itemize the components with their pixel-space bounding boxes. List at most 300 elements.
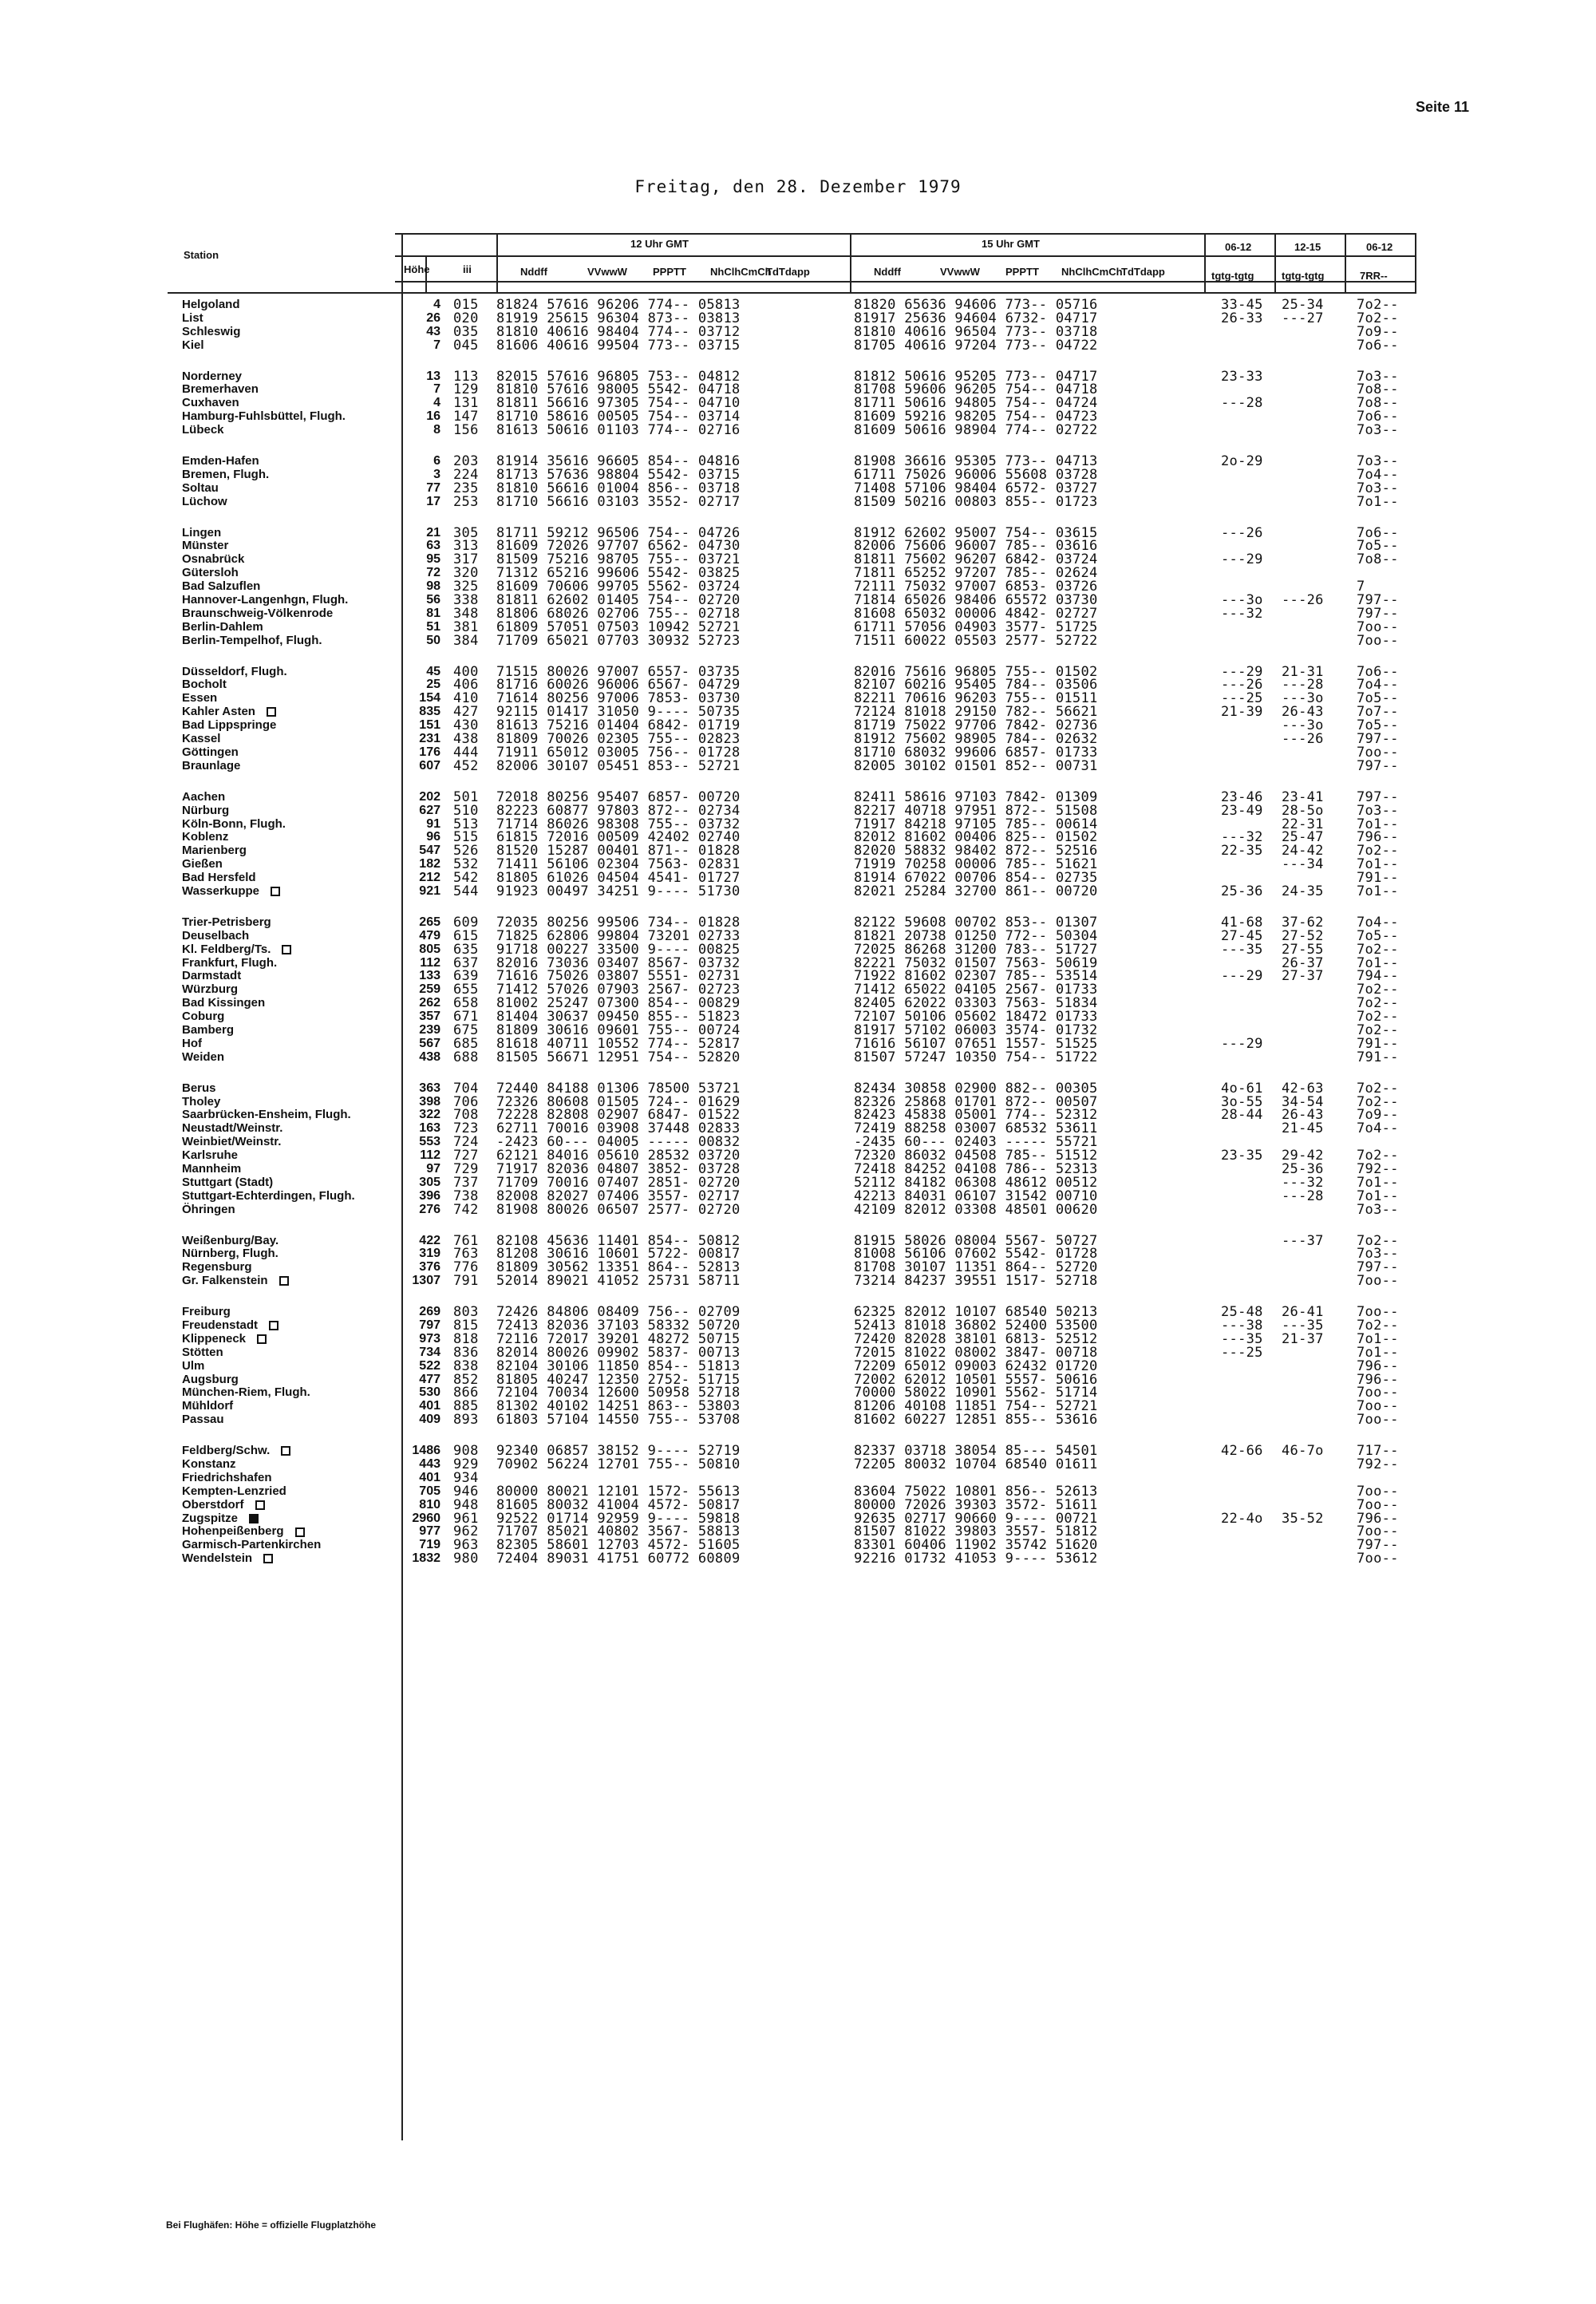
temp-12-15: ---34 (1282, 856, 1324, 873)
table-row (168, 1176, 1420, 1190)
obs-15-gmt: 71814 65026 98406 65572 03730 (854, 592, 1098, 609)
table-row (168, 424, 1420, 437)
obs-12-gmt: 81809 30616 09601 755-- 00724 (496, 1022, 741, 1038)
station-height: 8 (433, 423, 440, 437)
station-height: 705 (419, 1484, 440, 1498)
station-height: 96 (426, 830, 440, 844)
station-number: 929 (453, 1456, 479, 1473)
station-height: 797 (419, 1318, 440, 1332)
station-number: 381 (453, 618, 479, 635)
precip-06-12: 7o3-- (1357, 802, 1399, 819)
obs-15-gmt: 82005 30102 01501 852-- 00731 (854, 757, 1098, 774)
obs-15-gmt: 82020 58832 98402 872-- 52516 (854, 843, 1098, 860)
station-height: 553 (419, 1135, 440, 1149)
station-number: 513 (453, 816, 479, 832)
table-row (168, 1203, 1420, 1217)
station-name: Lüchow (182, 494, 227, 508)
header-c2: 12-15 (1294, 241, 1321, 253)
obs-12-gmt: 91718 00227 33500 9---- 00825 (496, 941, 741, 958)
precip-06-12: 7o2-- (1357, 843, 1399, 860)
precip-06-12: 7o1-- (1357, 1344, 1399, 1361)
temp-12-15: 25-36 (1282, 1160, 1324, 1177)
obs-12-gmt: 61809 57051 07503 10942 52721 (496, 618, 741, 635)
station-height: 7 (433, 338, 440, 352)
precip-06-12: 7o2-- (1357, 1232, 1399, 1249)
obs-15-gmt: 82217 40718 97951 872-- 51508 (854, 802, 1098, 819)
station-number: 675 (453, 1022, 479, 1038)
obs-15-gmt: 81810 40616 96504 773-- 03718 (854, 323, 1098, 340)
precip-06-12: 7oo-- (1357, 1385, 1399, 1401)
obs-15-gmt: 82411 58616 97103 7842- 01309 (854, 788, 1098, 805)
obs-15-gmt: 82107 60216 95405 784-- 03506 (854, 677, 1098, 694)
station-name: Aachen (182, 789, 226, 804)
station-name: Berus (182, 1081, 216, 1095)
obs-15-gmt: 82221 75032 01507 7563- 50619 (854, 954, 1098, 971)
precip-06-12: 7o5-- (1357, 538, 1399, 555)
station-height: 50 (426, 633, 440, 647)
obs-15-gmt: 72124 81018 29150 782-- 56621 (854, 704, 1098, 721)
obs-15-gmt: 82012 81602 00406 825-- 01502 (854, 829, 1098, 846)
station-height: 973 (419, 1331, 440, 1346)
station-height: 13 (426, 369, 440, 383)
obs-12-gmt: 71709 65021 07703 30932 52723 (496, 632, 741, 649)
station-name: Emden-Hafen (182, 454, 259, 468)
obs-12-gmt: 71825 62806 99804 73201 02733 (496, 927, 741, 944)
station-name: Nürnberg, Flugh. (182, 1247, 279, 1261)
precip-06-12: 7o4-- (1357, 1120, 1399, 1137)
obs-12-gmt: 81824 57616 96206 774-- 05813 (496, 297, 741, 313)
obs-15-gmt: 71511 60022 05503 2577- 52722 (854, 632, 1098, 649)
precip-06-12: 717-- (1357, 1443, 1399, 1460)
station-name: Stuttgart-Echterdingen, Flugh. (182, 1188, 355, 1203)
station-height: 176 (419, 745, 440, 759)
station-name: Bad Lippspringe (182, 718, 277, 733)
station-name: Öhringen (182, 1202, 235, 1216)
table-row (168, 397, 1420, 410)
station-number: 761 (453, 1232, 479, 1249)
temp-06-12: 4o-61 (1221, 1080, 1263, 1097)
station-name: Norderney (182, 369, 243, 383)
station-name: Braunschweig-Völkenrode (182, 606, 334, 620)
table-row (168, 370, 1420, 384)
station-number: 908 (453, 1443, 479, 1460)
obs-12-gmt: 92522 01714 92959 9---- 59818 (496, 1510, 741, 1527)
station-name: Ulm (182, 1358, 205, 1373)
station-number: 156 (453, 422, 479, 439)
station-height: 63 (426, 539, 440, 553)
precip-06-12: 796-- (1357, 1358, 1399, 1374)
station-height: 319 (419, 1247, 440, 1261)
obs-15-gmt: 81821 20738 01250 772-- 50304 (854, 927, 1098, 944)
temp-06-12: 41-68 (1221, 914, 1263, 931)
obs-12-gmt: 81806 68026 02706 755-- 02718 (496, 605, 741, 622)
station-number: 510 (453, 802, 479, 819)
header-12-col2: VVwwW (587, 266, 627, 278)
obs-15-gmt: 82337 03718 38054 85--- 54501 (854, 1443, 1098, 1460)
header-12-col3: PPPTT (653, 266, 686, 278)
date-title: Freitag, den 28. Dezember 1979 (634, 177, 962, 196)
station-number: 776 (453, 1259, 479, 1276)
obs-12-gmt: 81811 56616 97305 754-- 04710 (496, 395, 741, 412)
station-height: 1832 (412, 1551, 440, 1566)
station-name: Gütersloh (182, 566, 239, 580)
precip-06-12: 7o1-- (1357, 493, 1399, 510)
precip-06-12: 7o3-- (1357, 422, 1399, 439)
table-row (168, 705, 1420, 719)
station-name: Bremen, Flugh. (182, 467, 270, 481)
station-height: 1307 (412, 1274, 440, 1288)
station-name: Kahler Asten (182, 705, 276, 719)
obs-15-gmt: 71408 57106 98404 6572- 03727 (854, 480, 1098, 496)
obs-12-gmt: 71411 56106 02304 7563- 02831 (496, 856, 741, 873)
obs-15-gmt: 72111 75032 97007 6853- 03726 (854, 579, 1098, 595)
col-divider-end (1415, 233, 1416, 292)
precip-06-12: 7o1-- (1357, 816, 1399, 832)
station-name: Bocholt (182, 678, 227, 692)
station-number: 129 (453, 381, 479, 398)
precip-06-12: 791-- (1357, 1049, 1399, 1065)
station-name: Darmstadt (182, 969, 242, 983)
table-row (168, 1037, 1420, 1051)
obs-15-gmt: 81811 75602 96207 6842- 03724 (854, 551, 1098, 568)
obs-15-gmt: 52413 81018 36802 52400 53500 (854, 1318, 1098, 1334)
table-row (168, 1444, 1420, 1458)
station-number: 542 (453, 870, 479, 887)
table-row (168, 1373, 1420, 1387)
precip-06-12: 797-- (1357, 788, 1399, 805)
obs-12-gmt: 71412 57026 07903 2567- 02723 (496, 982, 741, 998)
precip-06-12: 7o2-- (1357, 1080, 1399, 1097)
station-number: 515 (453, 829, 479, 846)
obs-15-gmt: 82122 59608 00702 853-- 01307 (854, 914, 1098, 931)
precip-06-12: 792-- (1357, 1456, 1399, 1473)
station-number: 742 (453, 1201, 479, 1218)
precip-06-12: 7o5-- (1357, 690, 1399, 707)
station-number: 738 (453, 1188, 479, 1204)
temp-12-15: ---3o (1282, 717, 1324, 734)
station-name: Hof (182, 1036, 202, 1050)
station-number: 685 (453, 1035, 479, 1052)
temp-06-12: 28-44 (1221, 1107, 1263, 1124)
precip-06-12: 7o5-- (1357, 927, 1399, 944)
header-15-col2: VVwwW (940, 266, 980, 278)
temp-12-15: 21-31 (1282, 663, 1324, 680)
precip-06-12: 7oo-- (1357, 1551, 1399, 1567)
temp-12-15: 28-5o (1282, 802, 1324, 819)
table-row (168, 1247, 1420, 1261)
obs-12-gmt: 72228 82808 02907 6847- 01522 (496, 1107, 741, 1124)
station-group (168, 1232, 1420, 1290)
temp-12-15: 26-43 (1282, 1107, 1324, 1124)
station-height: 567 (419, 1036, 440, 1050)
temp-12-15: ---26 (1282, 592, 1324, 609)
table-row (168, 983, 1420, 997)
station-number: 384 (453, 632, 479, 649)
station-name: Saarbrücken-Ensheim, Flugh. (182, 1108, 351, 1122)
temp-06-12: ---25 (1221, 1344, 1263, 1361)
station-groups (168, 298, 1420, 1583)
station-name: Wasserkuppe (182, 885, 280, 899)
station-name: Bad Kissingen (182, 996, 266, 1010)
precip-06-12: 7o4-- (1357, 466, 1399, 483)
obs-12-gmt: 92115 01417 31050 9---- 50735 (496, 704, 741, 721)
precip-06-12: 7oo-- (1357, 744, 1399, 761)
table-row (168, 1360, 1420, 1373)
station-height: 6 (433, 454, 440, 468)
table-row (168, 1051, 1420, 1065)
table-row (168, 493, 1420, 510)
station-number: 639 (453, 968, 479, 985)
station-name: Regensburg (182, 1260, 252, 1275)
precip-06-12: 797-- (1357, 1537, 1399, 1554)
station-height: 357 (419, 1010, 440, 1024)
station-number: 948 (453, 1496, 479, 1513)
station-height: 265 (419, 915, 440, 929)
station-number: 723 (453, 1120, 479, 1137)
station-height: 212 (419, 871, 440, 885)
precip-06-12: 7o2-- (1357, 995, 1399, 1012)
station-number: 045 (453, 337, 479, 354)
obs-12-gmt: 81609 70606 99705 5562- 03724 (496, 579, 741, 595)
table-row (168, 1469, 1420, 1486)
obs-12-gmt: 81809 70026 02305 755-- 02823 (496, 731, 741, 748)
obs-12-gmt: 82006 30107 05451 853-- 52721 (496, 757, 741, 774)
station-name: List (182, 310, 203, 325)
obs-12-gmt: 71312 65216 99606 5542- 03825 (496, 565, 741, 582)
header-iii: iii (463, 263, 472, 275)
table-row (168, 1413, 1420, 1427)
temp-12-15: 26-37 (1282, 954, 1324, 971)
col-divider-15 (850, 233, 851, 292)
station-height: 530 (419, 1385, 440, 1400)
station-number: 532 (453, 856, 479, 873)
obs-15-gmt: 42109 82012 03308 48501 00620 (854, 1201, 1098, 1218)
temp-06-12: ---26 (1221, 524, 1263, 541)
station-height: 305 (419, 1175, 440, 1189)
obs-12-gmt: 81710 56616 03103 3552- 02717 (496, 493, 741, 510)
station-height: 409 (419, 1413, 440, 1427)
station-name: Braunlage (182, 758, 241, 773)
station-height: 719 (419, 1538, 440, 1552)
station-number: 803 (453, 1304, 479, 1321)
station-number: 737 (453, 1174, 479, 1191)
precip-06-12: 7o3-- (1357, 453, 1399, 470)
obs-15-gmt: 81719 75022 97706 7842- 02736 (854, 717, 1098, 734)
station-number: 444 (453, 744, 479, 761)
temp-12-15: 46-7o (1282, 1443, 1324, 1460)
obs-15-gmt: 81705 40616 97204 773-- 04722 (854, 337, 1098, 354)
station-number: 961 (453, 1510, 479, 1527)
obs-12-gmt: 72104 70034 12600 50958 52718 (496, 1385, 741, 1401)
station-group (168, 1444, 1420, 1566)
page-number: Seite 11 (1416, 99, 1470, 115)
station-height: 262 (419, 996, 440, 1010)
station-height: 522 (419, 1358, 440, 1373)
station-height: 182 (419, 857, 440, 871)
table-row (168, 1552, 1420, 1566)
precip-06-12: 7o2-- (1357, 1009, 1399, 1026)
station-number: 544 (453, 883, 479, 899)
station-name: Mühldorf (182, 1399, 234, 1413)
station-number: 852 (453, 1371, 479, 1388)
precip-06-12: 7o8-- (1357, 551, 1399, 568)
station-height: 97 (426, 1161, 440, 1176)
station-height: 16 (426, 409, 440, 424)
station-number: 609 (453, 914, 479, 931)
table-row (168, 410, 1420, 424)
station-number: 704 (453, 1080, 479, 1097)
obs-12-gmt: 61803 57104 14550 755-- 53708 (496, 1412, 741, 1429)
obs-12-gmt: 81302 40102 14251 863-- 53803 (496, 1398, 741, 1415)
obs-12-gmt: 81605 80032 41004 4572- 50817 (496, 1496, 741, 1513)
temp-12-15: 25-47 (1282, 829, 1324, 846)
obs-15-gmt: 71616 56107 07651 1557- 51525 (854, 1035, 1098, 1052)
station-name: Gr. Falkenstein (182, 1275, 289, 1288)
table-row (168, 719, 1420, 733)
station-number: 963 (453, 1537, 479, 1554)
table-row (168, 858, 1420, 871)
obs-15-gmt: 81812 50616 95205 773-- 04717 (854, 368, 1098, 385)
station-name: Wendelstein (182, 1552, 273, 1566)
table-row (168, 1232, 1420, 1249)
station-number: 671 (453, 1009, 479, 1026)
temp-12-15: 26-41 (1282, 1304, 1324, 1321)
obs-12-gmt: 71917 82036 04807 3852- 03728 (496, 1160, 741, 1177)
obs-12-gmt: 82008 82027 07406 3557- 02717 (496, 1188, 741, 1204)
station-name: Osnabrück (182, 552, 245, 567)
precip-06-12: 7oo-- (1357, 1304, 1399, 1321)
station-name: Passau (182, 1413, 224, 1427)
station-height: 547 (419, 844, 440, 858)
precip-06-12: 796-- (1357, 1510, 1399, 1527)
station-group (168, 663, 1420, 774)
table-row (168, 634, 1420, 648)
temp-12-15: 25-34 (1282, 297, 1324, 313)
precip-06-12: 7o6-- (1357, 337, 1399, 354)
station-name: Freiburg (182, 1305, 231, 1319)
obs-12-gmt: 91923 00497 34251 9---- 51730 (496, 883, 741, 899)
station-height: 921 (419, 883, 440, 898)
station-height: 45 (426, 664, 440, 678)
station-number: 348 (453, 605, 479, 622)
station-name: Kassel (182, 732, 221, 746)
table-row (168, 618, 1420, 635)
obs-15-gmt: 83604 75022 10801 856-- 52613 (854, 1483, 1098, 1500)
precip-06-12: 7o2-- (1357, 1318, 1399, 1334)
precip-06-12: 7o2-- (1357, 1022, 1399, 1038)
station-name: Trier-Petrisberg (182, 915, 271, 929)
station-group (168, 1082, 1420, 1217)
obs-15-gmt: 81509 50216 00803 855-- 01723 (854, 493, 1098, 510)
station-name: Hohenpeißenberg (182, 1525, 305, 1539)
temp-06-12: 22-4o (1221, 1510, 1263, 1527)
station-name: Zugspitze (182, 1512, 259, 1526)
obs-12-gmt: 81908 80026 06507 2577- 02720 (496, 1201, 741, 1218)
obs-12-gmt: 71707 85021 40802 3567- 58813 (496, 1523, 741, 1540)
obs-15-gmt: 81206 40108 11851 754-- 52721 (854, 1398, 1098, 1415)
station-height: 72 (426, 566, 440, 580)
station-number: 320 (453, 565, 479, 582)
temp-06-12: ---35 (1221, 941, 1263, 958)
station-height: 2960 (412, 1511, 440, 1525)
station-name: Freudenstadt (182, 1319, 279, 1333)
obs-12-gmt: 81810 57616 98005 5542- 04718 (496, 381, 741, 398)
station-number: 317 (453, 551, 479, 568)
station-name: Berlin-Tempelhof, Flugh. (182, 633, 322, 647)
col-divider-c3 (1345, 233, 1346, 292)
temp-06-12: 25-48 (1221, 1304, 1263, 1321)
precip-06-12: 7o4-- (1357, 677, 1399, 694)
station-group (168, 1306, 1420, 1427)
header-12-col1: Nddff (520, 266, 547, 278)
station-height: 163 (419, 1121, 440, 1136)
obs-15-gmt: 81008 56106 07602 5542- 01728 (854, 1246, 1098, 1263)
temp-06-12: ---35 (1221, 1330, 1263, 1347)
header-rule-3 (395, 281, 1416, 283)
temp-12-15: 24-42 (1282, 843, 1324, 860)
table-row (168, 607, 1420, 621)
obs-12-gmt: 81509 75216 98705 755-- 03721 (496, 551, 741, 568)
precip-06-12: 7o1-- (1357, 1330, 1399, 1347)
obs-12-gmt: 81809 30562 13351 864-- 52813 (496, 1259, 741, 1276)
station-name: Bad Salzuflen (182, 579, 261, 594)
station-name: Münster (182, 539, 229, 553)
header-c1: 06-12 (1225, 241, 1252, 253)
obs-15-gmt: 72025 86268 31200 783-- 51727 (854, 941, 1098, 958)
station-number: 727 (453, 1148, 479, 1164)
temp-12-15: 27-52 (1282, 927, 1324, 944)
station-height: 25 (426, 678, 440, 692)
station-height: 398 (419, 1094, 440, 1109)
station-name: Stötten (182, 1345, 223, 1359)
precip-06-12: 7o3-- (1357, 368, 1399, 385)
station-height: 259 (419, 982, 440, 997)
station-number: 962 (453, 1523, 479, 1540)
station-name: Hamburg-Fuhlsbüttel, Flugh. (182, 409, 346, 424)
obs-15-gmt: 92216 01732 41053 9---- 53612 (854, 1551, 1098, 1567)
station-group (168, 455, 1420, 509)
obs-12-gmt: 72404 89031 41751 60772 60809 (496, 1551, 741, 1567)
station-name: München-Riem, Flugh. (182, 1385, 310, 1400)
obs-15-gmt: 81708 59606 96205 754-- 04718 (854, 381, 1098, 398)
table-row (168, 1190, 1420, 1203)
temp-06-12: 23-35 (1221, 1148, 1263, 1164)
header-12gmt: 12 Uhr GMT (630, 238, 689, 250)
station-name: Hannover-Langenhgn, Flugh. (182, 593, 349, 607)
obs-12-gmt: 81711 59212 96506 754-- 04726 (496, 524, 741, 541)
station-height: 376 (419, 1260, 440, 1275)
station-height: 231 (419, 732, 440, 746)
station-height: 401 (419, 1399, 440, 1413)
obs-12-gmt: 81716 60026 96006 6567- 04729 (496, 677, 741, 694)
temp-12-15: 27-55 (1282, 941, 1324, 958)
station-name: Friedrichshafen (182, 1470, 272, 1484)
station-name: Feldberg/Schw. (182, 1444, 290, 1458)
obs-12-gmt: 92340 06857 38152 9---- 52719 (496, 1443, 741, 1460)
precip-06-12: 7oo-- (1357, 618, 1399, 635)
temp-12-15: 23-41 (1282, 788, 1324, 805)
obs-15-gmt: 80000 72026 39303 3572- 51611 (854, 1496, 1098, 1513)
obs-15-gmt: 82434 30858 02900 882-- 00305 (854, 1080, 1098, 1097)
header-15-col1: Nddff (874, 266, 901, 278)
precip-06-12: 791-- (1357, 1035, 1399, 1052)
obs-12-gmt: 81404 30637 09450 855-- 51823 (496, 1009, 741, 1026)
station-number: 410 (453, 690, 479, 707)
table-row (168, 1275, 1420, 1288)
precip-06-12: 7o1-- (1357, 1174, 1399, 1191)
station-height: 7 (433, 382, 440, 397)
precip-06-12: 7o7-- (1357, 704, 1399, 721)
